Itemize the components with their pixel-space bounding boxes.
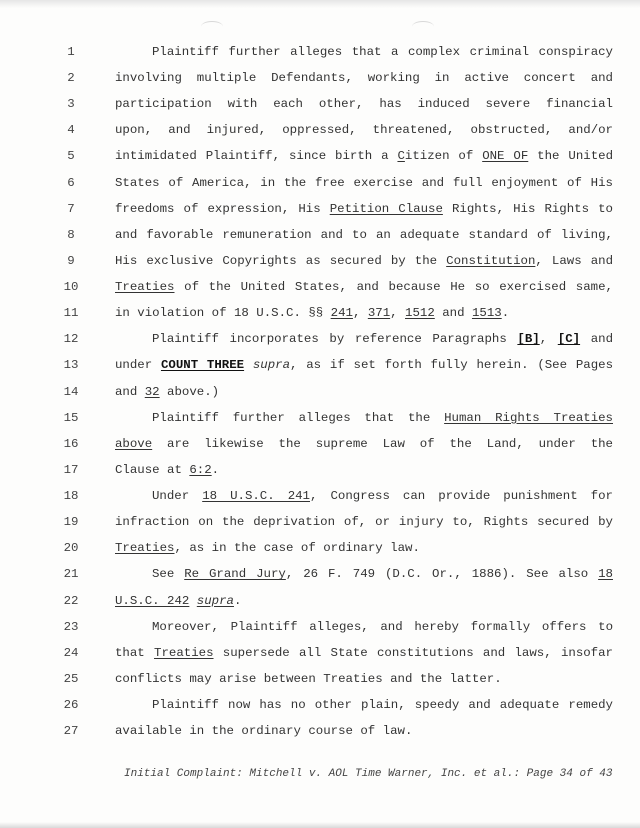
underlined-citation: Re Grand Jury [184,567,286,582]
underlined-citation: 1513 [471,306,502,321]
text-segment: upon, and injured, oppressed, threatened, obstructed, and/or [115,123,613,138]
line-number: 8 [67,227,75,242]
text-segment: infraction on the deprivation of, or injury to, Rights secured by [115,515,613,530]
line-number: 25 [63,671,79,686]
line-text [115,42,613,62]
line-number: 14 [63,384,79,399]
line-text [115,434,613,454]
pleading-line [0,434,640,454]
underlined-citation: 32 [144,384,160,399]
text-segment: , Laws and [535,253,613,268]
text-segment: . [211,462,220,477]
line-number: 24 [63,645,79,660]
line-number: 15 [63,410,79,425]
text-segment: States of America, in the free exercise and full enjoyment of His [115,175,613,190]
line-text [115,146,613,166]
line-text [115,277,613,297]
text-segment: above.) [159,384,220,399]
line-text [115,669,613,689]
line-text [115,355,613,375]
text-segment: Under [152,489,203,504]
line-text [115,460,613,480]
line-text [115,408,613,428]
pleading-line [0,408,640,428]
pleading-line [0,225,640,245]
text-segment: supersede all State constitutions and laws, insofar [222,645,613,660]
line-number: 22 [63,593,79,608]
text-segment: participation with each other, has induced severe financial [115,97,613,112]
line-text [115,251,613,271]
text-segment: of the United States, and because He so exercised same, [184,280,613,295]
punch-hole-mark-left [201,21,223,32]
text-segment: involving multiple Defendants, working in active concert and [115,71,613,86]
text-segment: Clause at [115,462,190,477]
text-segment: His exclusive Copyrights as secured by the [115,253,447,268]
pleading-line [0,538,640,558]
text-segment: and [434,306,472,321]
text-segment: itizen of [404,149,483,164]
text-segment: available in the ordinary course of law. [115,724,413,739]
underlined-citation: Treaties [115,280,175,295]
text-segment: Plaintiff further alleges that a complex criminal conspiracy [152,45,613,59]
line-number: 11 [63,306,79,321]
text-segment: supra [252,358,291,373]
pleading-line [0,591,640,611]
line-number: 2 [67,71,75,86]
line-text [115,68,613,88]
line-text [115,173,613,193]
punch-hole-mark-right [412,21,434,32]
pleading-line [0,146,640,166]
underlined-citation: ONE OF [482,149,529,164]
underlined-citation: 371 [367,306,391,321]
line-number: 18 [63,489,79,504]
underlined-citation: Petition Clause [329,201,443,216]
text-segment [244,358,253,372]
line-text [115,643,613,663]
line-number: 10 [63,280,79,295]
underlined-citation: C [397,149,405,164]
text-segment: the United [528,149,613,164]
text-segment: Plaintiff incorporates by reference Paragraphs [152,332,518,347]
line-number: 27 [63,724,79,739]
line-text [115,94,613,114]
line-number: 19 [63,515,79,530]
line-number: 26 [63,698,79,712]
pleading-line [0,94,640,114]
line-number: 4 [67,123,75,138]
pleading-line [0,643,640,663]
text-segment: , [352,306,368,321]
line-number: 21 [63,567,79,582]
text-segment: intimidated Plaintiff, since birth a [115,149,398,164]
pleading-line [0,120,640,140]
line-number: 3 [67,97,75,112]
text-segment: . [233,593,242,608]
pleading-line [0,42,640,62]
line-number: 9 [67,253,75,268]
line-number: 20 [63,541,79,556]
line-number: 1 [67,45,75,59]
line-number: 23 [63,619,79,634]
pleading-line [0,617,640,637]
pleading-line [0,721,640,741]
line-text [115,199,613,219]
line-text [115,564,613,584]
text-segment: and [580,332,613,347]
line-text [115,486,613,506]
text-segment: , [539,332,558,347]
underlined-citation: 1512 [405,306,435,321]
line-text [115,617,613,637]
pleading-line [0,277,640,297]
line-number: 6 [67,175,75,190]
line-text [115,329,613,349]
text-segment: See [152,567,185,582]
text-segment: , [390,306,406,321]
text-segment: Rights, His Rights to [451,201,613,216]
pleading-line [0,355,640,375]
line-text [115,120,613,140]
line-text [115,721,613,741]
underlined-citation: above [115,436,153,451]
line-number: 16 [63,436,79,451]
text-segment: , as in the case of ordinary law. [174,541,420,556]
text-segment: . [501,306,510,321]
line-text [115,591,613,611]
line-text [115,382,613,402]
line-text [115,225,613,245]
page-footer: Initial Complaint: Mitchell v. AOL Time Warner, Inc. et al.: Page 34 of 43 [124,768,613,780]
underlined-citation: 18 U.S.C. 241 [202,489,310,504]
text-segment: in violation of 18 U.S.C. §§ [115,306,331,321]
text-segment: and favorable remuneration and to an adequate standard of living, [115,227,613,242]
pleading-line [0,251,640,271]
text-segment: , as if set forth fully herein. (See Pages [290,358,613,373]
pleading-line [0,486,640,506]
line-text [115,695,613,715]
line-number: 13 [63,358,79,373]
underlined-citation: supra [196,593,234,608]
pleading-line [0,564,640,584]
underlined-citation: [C] [557,332,581,347]
pleading-line [0,460,640,480]
underlined-citation: Constitution [446,253,536,268]
text-segment [189,594,196,608]
pleading-line [0,303,640,323]
text-segment: and [115,384,145,399]
scan-bottom-edge [0,822,640,828]
text-segment: conflicts may arise between Treaties and the latter. [115,671,502,686]
line-number: 5 [67,149,75,164]
text-segment: , 26 F. 749 (D.C. Or., 1886). See also [285,567,599,582]
pleading-line [0,199,640,219]
line-number: 12 [63,332,79,347]
text-segment: Plaintiff further alleges that the [152,410,445,425]
text-segment: freedoms of expression, His [115,201,330,216]
pleading-line [0,68,640,88]
line-number: 7 [67,201,75,216]
line-text [115,538,613,558]
text-segment: under [115,358,161,373]
underlined-citation: Human Rights Treaties [444,410,613,425]
pleading-line [0,329,640,349]
pleading-line [0,382,640,402]
underlined-citation: 18 [598,567,613,582]
text-segment: , Congress can provide punishment for [310,489,613,504]
underlined-citation: COUNT THREE [160,358,245,373]
underlined-citation: [B] [517,332,540,347]
text-segment: Plaintiff now has no other plain, speedy and adequate remedy [152,698,613,712]
underlined-citation: Treaties [154,645,214,660]
scan-top-edge [0,0,640,8]
underlined-citation: 6:2 [189,462,212,477]
text-segment: Moreover, Plaintiff alleges, and hereby formally offers to [152,619,613,634]
line-text [115,512,613,532]
pleading-line [0,669,640,689]
text-segment: are likewise the supreme Law of the Land, under the [167,436,613,451]
underlined-citation: Treaties [115,541,175,556]
text-segment: that [115,645,155,660]
pleading-line [0,695,640,715]
line-text [115,303,613,323]
pleading-line [0,512,640,532]
pleading-line [0,173,640,193]
line-number: 17 [63,462,79,477]
underlined-citation: 241 [330,306,353,321]
underlined-citation: U.S.C. 242 [115,593,190,608]
